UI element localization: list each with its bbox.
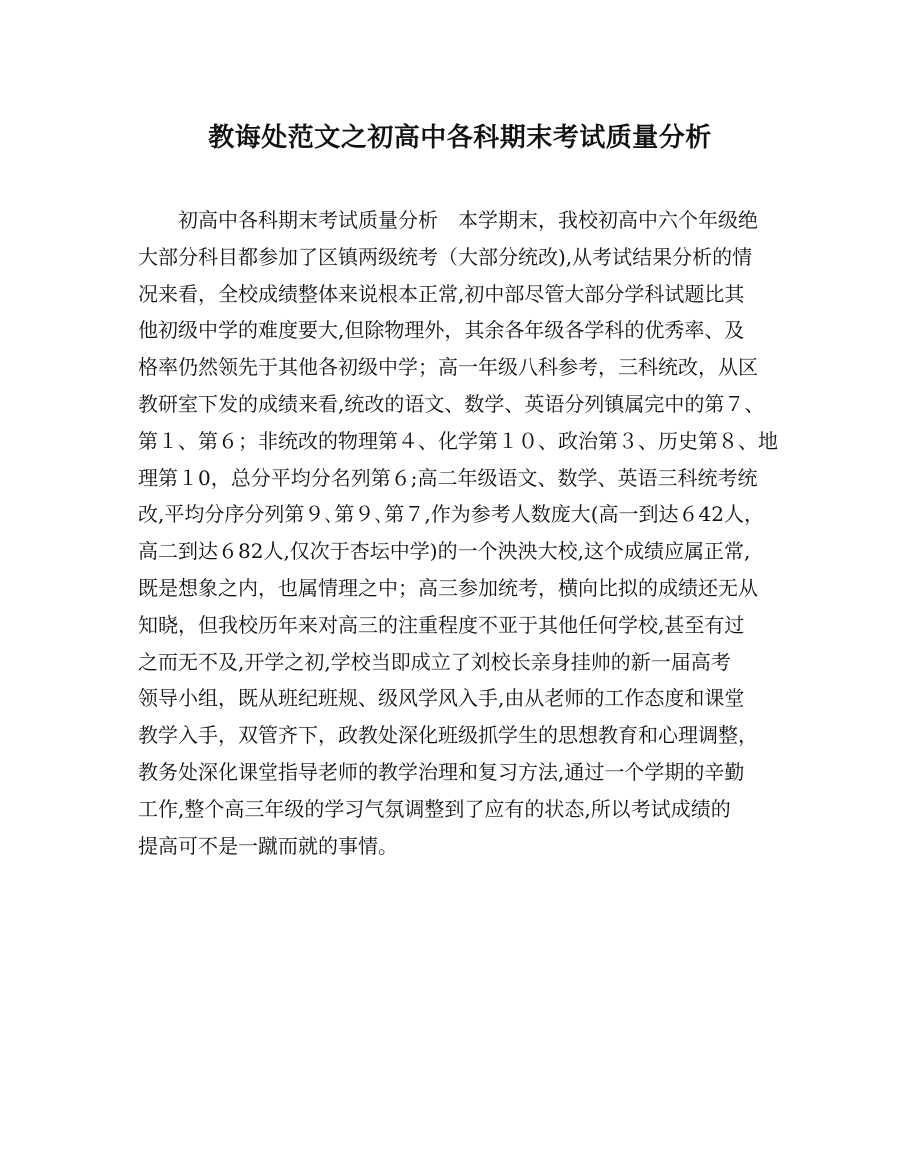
paragraph-line: 他初级中学的难度要大,但除物理外，其余各年级各学科的优秀率、及: [138, 318, 745, 343]
document-body: [138, 202, 788, 864]
paragraph-line: 初高中各科期末考试质量分析 本学期末，我校初高中六个年级绝: [178, 208, 758, 232]
paragraph-line: 第１、第６；非统改的物理第４、化学第１０、政治第３、历史第８、地: [138, 428, 778, 453]
paragraph-line: 大部分科目都参加了区镇两级统考（大部分统改),从考试结果分析的情: [138, 244, 753, 269]
paragraph-line: 之而无不及,开学之初,学校当即成立了刘校长亲身挂帅的新一届高考: [138, 649, 731, 674]
document-title: 教诲处范文之初高中各科期末考试质量分析: [208, 123, 712, 153]
paragraph-line: 领导小组，既从班纪班规、级风学风入手,由从老师的工作态度和课堂: [138, 686, 745, 711]
paragraph-line: 工作,整个高三年级的学习气氛调整到了应有的状态,所以考试成绩的: [138, 796, 731, 821]
paragraph-line: 知晓，但我校历年来对高三的注重程度不亚于其他任何学校,甚至有过: [138, 612, 745, 637]
paragraph-line: 理第１0，总分平均分名列第６;高二年级语文、数学、英语三科统考统: [138, 465, 758, 490]
paragraph-line: 教研室下发的成绩来看,统改的语文、数学、英语分列镇属完中的第７、: [138, 391, 765, 416]
paragraph-line: 高二到达６82人,仅次于杏坛中学)的一个泱泱大校,这个成绩应属正常,: [138, 539, 751, 564]
paragraph-line: 改,平均分序分列第９､第９､第７,作为参考人数庞大(高一到达６42人，: [138, 502, 764, 527]
paragraph-line: 教学入手，双管齐下，政教处深化班级抓学生的思想教育和心理调整，: [138, 723, 758, 748]
paragraph-line: 提高可不是一蹴而就的事情。: [138, 833, 398, 858]
paragraph-line: 教务处深化课堂指导老师的教学治理和复习方法,通过一个学期的辛勤: [138, 759, 745, 784]
paragraph-line: 格率仍然领先于其他各初级中学；高一年级八科参考，三科统改，从区: [138, 355, 758, 380]
paragraph-line: 况来看，全校成绩整体来说根本正常,初中部尽管大部分学科试题比其: [138, 281, 745, 306]
paragraph-line: 既是想象之内，也属情理之中；高三参加统考，横向比拟的成绩还无从: [138, 575, 758, 600]
